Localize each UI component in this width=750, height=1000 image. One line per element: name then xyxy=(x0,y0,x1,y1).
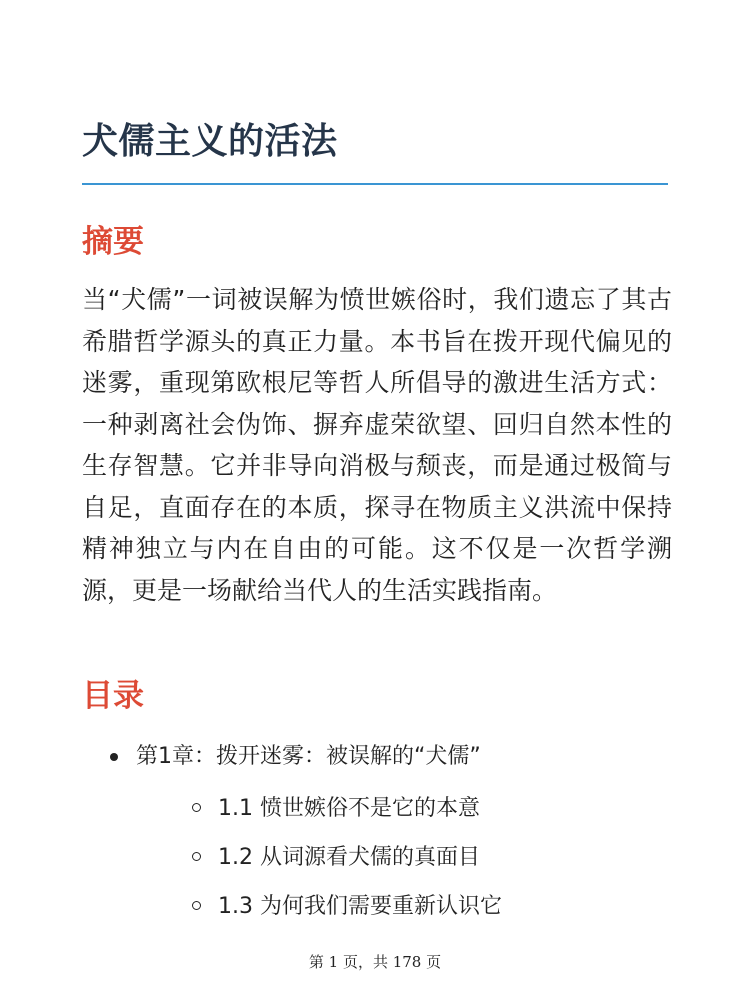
toc-section-label: 1.3 为何我们需要重新认识它 xyxy=(218,894,502,919)
table-of-contents xyxy=(108,737,668,936)
title-divider xyxy=(82,183,668,185)
bullet-disc-icon xyxy=(110,753,118,761)
bullet-circle-icon xyxy=(192,803,201,812)
toc-section-1-1[interactable] xyxy=(136,789,668,829)
toc-section-label: 1.2 从词源看犬儒的真面目 xyxy=(218,845,480,870)
page-footer: 第 1 页，共 178 页 xyxy=(308,953,442,971)
toc-section-1-2[interactable] xyxy=(136,838,668,878)
toc-section-1-3[interactable] xyxy=(136,887,668,927)
bullet-circle-icon xyxy=(192,852,201,861)
toc-chapter-label: 第1章：拨开迷雾：被误解的“犬儒” xyxy=(136,744,481,769)
toc-chapter-1[interactable] xyxy=(108,737,668,927)
document-title: 犬儒主义的活法 xyxy=(82,121,338,162)
bullet-circle-icon xyxy=(192,901,201,910)
toc-heading: 目录 xyxy=(82,678,144,714)
abstract-text: 当“犬儒”一词被误解为愤世嫉俗时，我们遗忘了其古希腊哲学源头的真正力量。本书旨在拨开现代偏见的迷雾，重现第欧根尼等哲人所倡导的激进生活方式：一种剥离社会伪饰、摒弃虚荣欲望、回归自然本性的生存智慧。它并非导向消极与颓丧，而是通过极简与自足，直面存在的本质，探寻在物质主义洪流中保持精神独立与内在自由的可能。这不仅是一次哲学溯源，更是一场献给当代人的生活实践指南。 xyxy=(82,285,672,605)
toc-section-label: 1.1 愤世嫉俗不是它的本意 xyxy=(218,796,480,821)
toc-section-list xyxy=(136,789,668,927)
abstract-heading: 摘要 xyxy=(82,224,144,260)
